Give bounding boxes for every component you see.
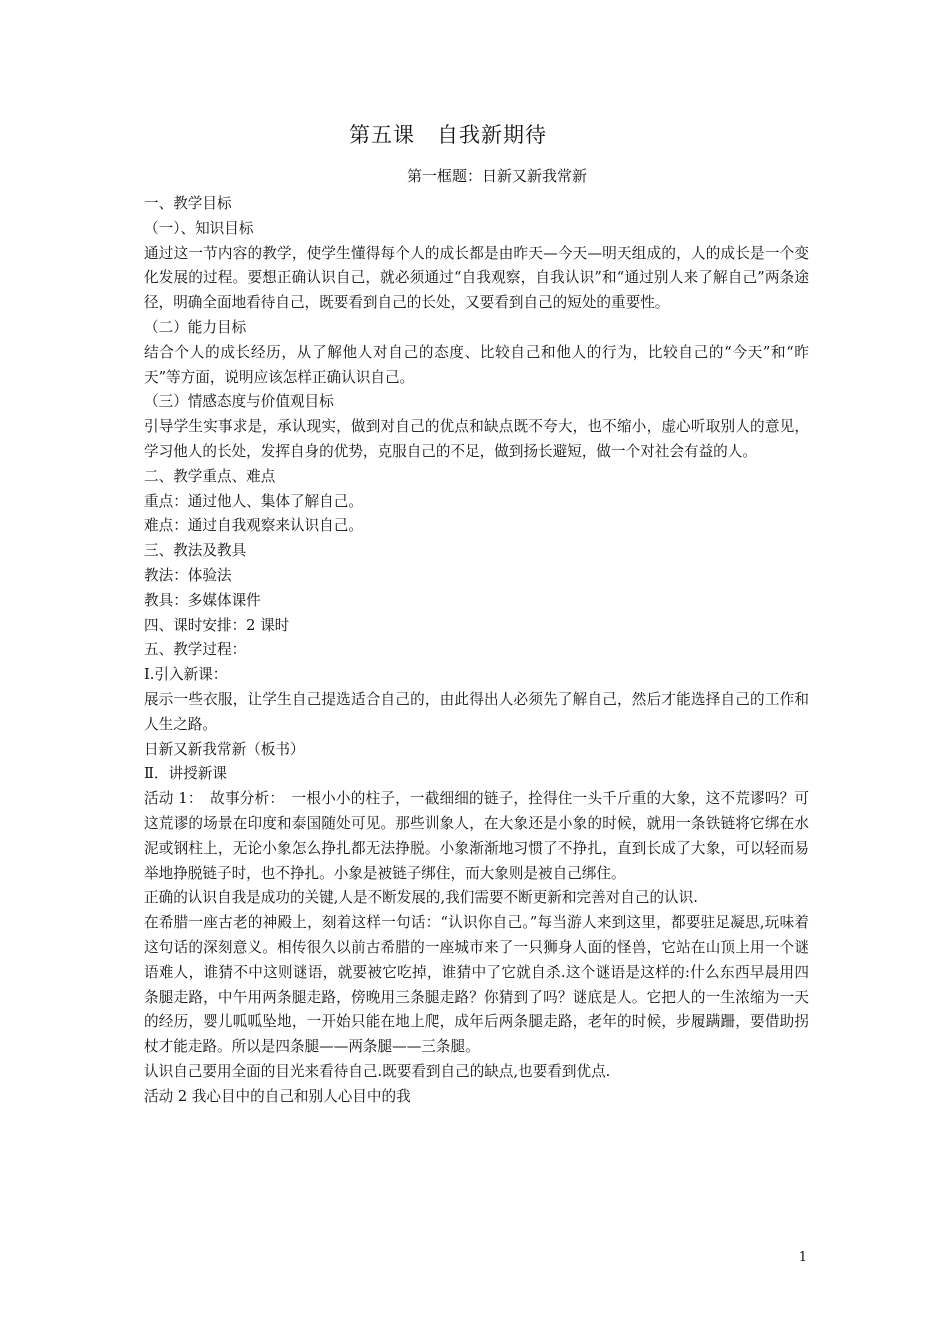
subsection-heading: Ⅱ．讲授新课	[144, 765, 227, 783]
paragraph: 通过这一节内容的教学，使学生懂得每个人的成长都是由昨天—今天—明天组成的，人的成长是一个变化发展的过程。要想正确认识自己，就必须通过“自我观察，自我认识”和“通过别人来了解自己”两条途径，明确全面地看待自己，既要看到自己的长处，又要看到自己的短处的重要性。	[144, 244, 809, 312]
section-heading: 二、教学重点、难点	[144, 467, 276, 485]
paragraph: 在希腊一座古老的神殿上，刻着这样一句话：“认识你自己。”每当游人来到这里，都要驻足凝思,玩味着这句话的深刻意义。相传很久以前古希腊的一座城市来了一只狮身人面的怪兽，它站在山顶上用一个谜语难人，谁猜不中这则谜语，就要被它吃掉，谁猜中了它就自杀.这个谜语是这样的:什么东西早晨用四条腿走路，中午用两条腿走路，傍晚用三条腿走路？你猜到了吗？谜底是人。它把人的一生浓缩为一天的经历，婴儿呱呱坠地，一开始只能在地上爬，成年后两条腿走路，老年的时候，步履蹒跚，要借助拐杖才能走路。所以是四条腿——两条腿——三条腿。	[144, 914, 809, 1056]
paragraph: 重点：通过他人、集体了解自己。	[144, 492, 363, 510]
document-title: 第五课 自我新期待	[349, 123, 547, 147]
subsection-heading: Ⅰ.引入新课：	[144, 666, 228, 684]
paragraph: 活动 1： 故事分析： 一根小小的柱子，一截细细的链子，拴得住一头千斤重的大象，这不荒谬吗？可这荒谬的场景在印度和泰国随处可见。那些训象人，在大象还是小象的时候，就用一条铁链将它绑在水泥或钢柱上，无论小象怎么挣扎都无法挣脱。小象渐渐地习惯了不挣扎，直到长成了大象，可以轻而易举地挣脱链子时，也不挣扎。小象是被链子绑住，而大象则是被自己绑住。	[144, 790, 809, 882]
paragraph: 引导学生实事求是，承认现实，做到对自己的优点和缺点既不夸大，也不缩小，虚心听取别人的意见，学习他人的长处，发挥自身的优势，克服自己的不足，做到扬长避短，做一个对社会有益的人。	[144, 418, 809, 460]
paragraph: 认识自己要用全面的目光来看待自己.既要看到自己的缺点,也要看到优点.	[144, 1062, 611, 1080]
section-heading: 一、教学目标	[144, 195, 232, 212]
paragraph: 教法：体验法	[144, 566, 232, 584]
section-heading: 三、教法及教具	[144, 542, 247, 560]
paragraph: 教具：多媒体课件	[144, 591, 261, 609]
subsection-heading: （二）能力目标	[144, 318, 247, 336]
page-number: 1	[798, 1250, 807, 1265]
paragraph: 日新又新我常新（板书）	[144, 740, 305, 758]
document-body	[144, 192, 809, 1109]
paragraph: 难点：通过自我观察来认识自己。	[144, 517, 363, 535]
document-subtitle: 第一框题：日新又新我常新	[406, 167, 587, 185]
subsection-heading: （一）、知识目标	[144, 219, 254, 237]
section-heading: 五、教学过程：	[144, 641, 247, 659]
paragraph: 活动 2 我心目中的自己和别人心目中的我	[144, 1087, 411, 1105]
paragraph: 正确的认识自我是成功的关键,人是不断发展的,我们需要不断更新和完善对自己的认识.	[144, 889, 698, 907]
section-heading: 四、课时安排：2 课时	[144, 616, 290, 634]
paragraph: 结合个人的成长经历，从了解他人对自己的态度、比较自己和他人的行为，比较自己的“今天”和“昨天”等方面，说明应该怎样正确认识自己。	[144, 343, 809, 386]
subsection-heading: （三）情感态度与价值观目标	[144, 393, 334, 411]
paragraph: 展示一些衣服，让学生自己提选适合自己的，由此得出人必须先了解自己，然后才能选择自己的工作和人生之路。	[144, 690, 809, 733]
